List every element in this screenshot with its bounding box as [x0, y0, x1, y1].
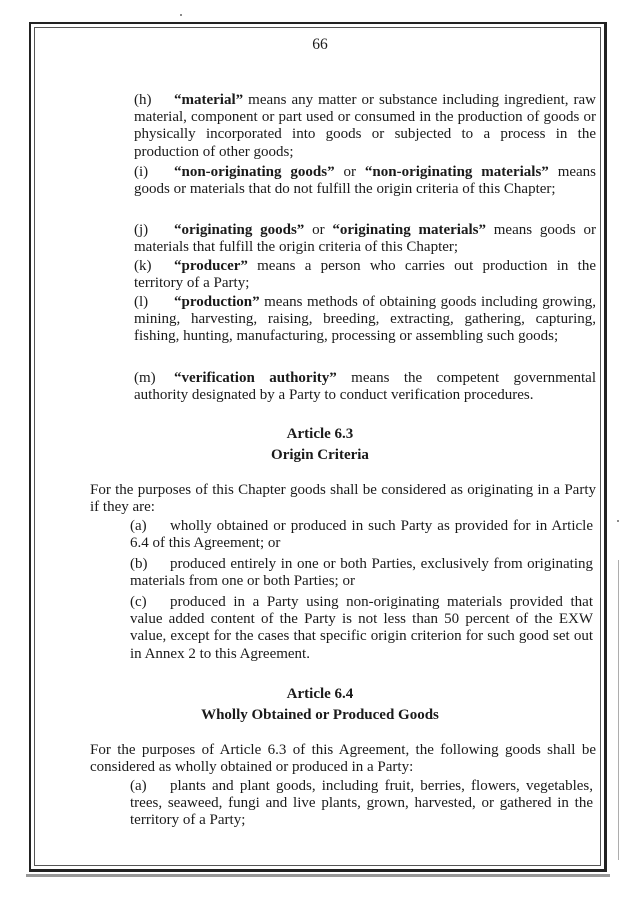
item-text: produced entirely in one or both Parties, exclusively from originating materials from one or both Parties; or: [130, 556, 593, 590]
item-label: (b): [130, 556, 148, 572]
definition-h: [134, 92, 596, 161]
definition-text: means methods of obtaining goods including growing, mining, harvesting, raising, breeding, extracting, gathering, capturing, fishing, hunting, manufacturing, processing or assembling such goods;: [134, 294, 596, 345]
article-6-3-item-c: [130, 594, 593, 663]
definition-text: means goods or materials that do not fulfill the origin criteria of this Chapter;: [134, 164, 597, 198]
defined-term: “material”: [174, 92, 244, 108]
page-number: 66: [312, 36, 328, 53]
item-label: (a): [130, 778, 147, 794]
item-label: (m): [134, 370, 156, 386]
article-number: Article 6.4: [286, 686, 354, 702]
definition-j: [134, 222, 596, 256]
article-6-3-heading: [0, 424, 640, 466]
definition-l: [134, 294, 596, 346]
defined-term: “non-originating goods”: [174, 164, 335, 180]
intro-paragraph: For the purposes of Article 6.3 of this Agreement, the following goods shall be considered as wholly obtained or produced in a Party:: [90, 742, 596, 776]
defined-term: “producer”: [174, 258, 248, 274]
definition-text: means goods or materials that fulfill the origin criteria of this Chapter;: [134, 222, 596, 256]
connector-text: or: [304, 222, 333, 238]
definition-text: means the competent governmental authority designated by a Party to conduct verification procedures.: [134, 370, 597, 404]
definition-text: means a person who carries out production in the territory of a Party;: [134, 258, 596, 292]
scan-edge-line: [26, 874, 610, 877]
connector-text: or: [334, 164, 365, 180]
item-label: (j): [134, 222, 149, 238]
article-6-3-intro: [90, 482, 596, 516]
item-label: (l): [134, 294, 149, 310]
definition-text: means any matter or substance including ingredient, raw material, component or part used or consumed in the production of goods or physically incorporated into goods or subjected to a process in the production of other goods;: [134, 92, 596, 160]
intro-paragraph: For the purposes of this Chapter goods shall be considered as originating in a Party if they are:: [90, 482, 596, 516]
article-6-4-heading: [0, 684, 640, 726]
definition-i: [134, 164, 596, 198]
item-label: (c): [130, 594, 147, 610]
scan-speck: [180, 14, 182, 16]
definition-m: [134, 370, 596, 404]
item-label: (h): [134, 92, 152, 108]
article-6-4-item-a: [130, 778, 593, 830]
item-text: produced in a Party using non-originating materials provided that value added content of the Party is not less than 50 percent of the EXW value, except for the cases that specific origin criterion for such good set out in Annex 2 to this Agreement.: [130, 594, 593, 662]
defined-term: “production”: [174, 294, 260, 310]
defined-term: “verification authority”: [174, 370, 337, 386]
defined-term: “non-originating materials”: [364, 164, 549, 180]
article-6-4-intro: [90, 742, 596, 776]
defined-term: “originating materials”: [332, 222, 486, 238]
article-number: Article 6.3: [286, 426, 354, 442]
item-label: (a): [130, 518, 147, 534]
defined-term: “originating goods”: [174, 222, 305, 238]
scan-speck: [617, 520, 619, 522]
article-6-3-item-a: [130, 518, 593, 552]
item-label: (i): [134, 164, 149, 180]
item-text: plants and plant goods, including fruit, berries, flowers, vegetables, trees, seaweed, fungi and live plants, grown, harvested, or gathered in the territory of a Party;: [130, 778, 593, 829]
article-title: Origin Criteria: [271, 447, 369, 463]
definition-k: [134, 258, 596, 292]
article-6-3-item-b: [130, 556, 593, 590]
article-title: Wholly Obtained or Produced Goods: [201, 707, 439, 723]
item-text: wholly obtained or produced in such Party as provided for in Article 6.4 of this Agreement; or: [130, 518, 593, 552]
item-label: (k): [134, 258, 152, 274]
